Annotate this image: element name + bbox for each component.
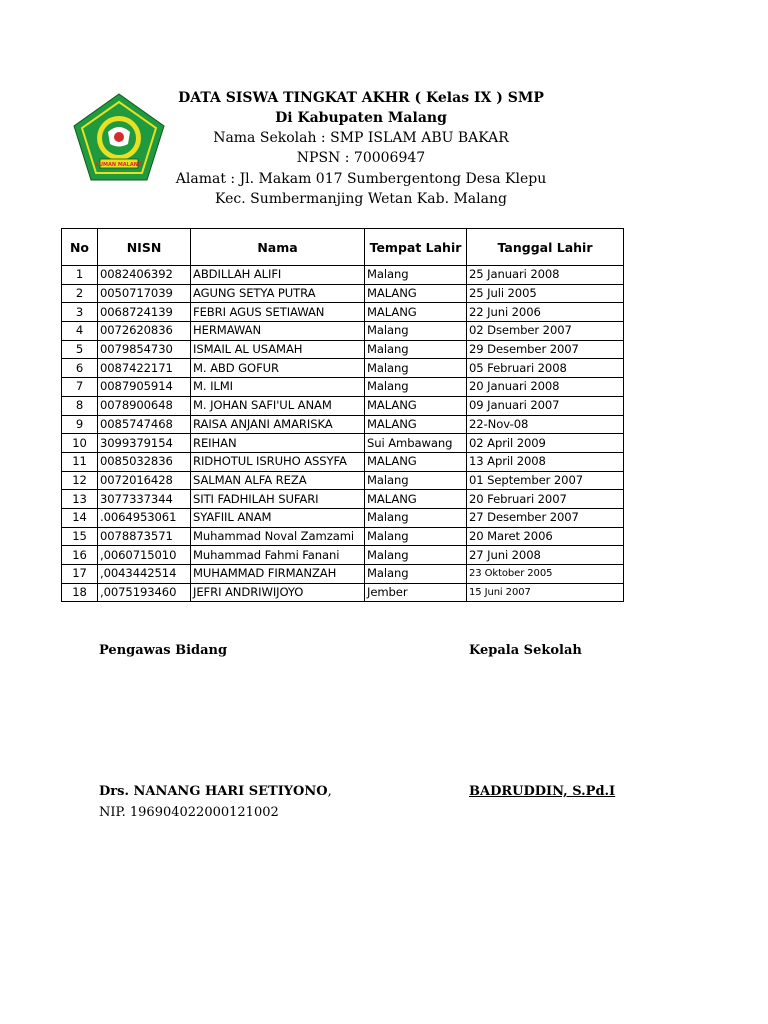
cell-no: 11: [62, 452, 98, 471]
cell-nisn: ,0043442514: [98, 565, 191, 584]
cell-tempat-lahir: Malang: [365, 340, 467, 359]
cell-nama: REIHAN: [191, 434, 365, 453]
cell-nisn: ,0060715010: [98, 546, 191, 565]
right-signatory-role: Kepala Sekolah: [469, 643, 582, 658]
table-row: [62, 546, 624, 565]
cell-no: 5: [62, 340, 98, 359]
cell-tanggal-lahir: 25 Juli 2005: [467, 284, 624, 303]
cell-tanggal-lahir: 22-Nov-08: [467, 415, 624, 434]
cell-tanggal-lahir: 23 Oktober 2005: [467, 565, 624, 584]
cell-no: 12: [62, 471, 98, 490]
table-row: [62, 565, 624, 584]
cell-tanggal-lahir: 02 Dsember 2007: [467, 322, 624, 341]
table-row: [62, 471, 624, 490]
cell-nama: ISMAIL AL USAMAH: [191, 340, 365, 359]
cell-no: 8: [62, 396, 98, 415]
cell-no: 14: [62, 508, 98, 527]
cell-no: 10: [62, 434, 98, 453]
cell-nama: M. JOHAN SAFI'UL ANAM: [191, 396, 365, 415]
cell-nama: RAISA ANJANI AMARISKA: [191, 415, 365, 434]
cell-tempat-lahir: Malang: [365, 565, 467, 584]
cell-nisn: 0078873571: [98, 527, 191, 546]
left-signatory-name: Drs. NANANG HARI SETIYONO: [99, 784, 328, 799]
cell-tempat-lahir: MALANG: [365, 490, 467, 509]
table-row: [62, 527, 624, 546]
cell-tempat-lahir: Malang: [365, 471, 467, 490]
cell-nisn: 0050717039: [98, 284, 191, 303]
school-name: Nama Sekolah : SMP ISLAM ABU BAKAR: [213, 130, 509, 146]
cell-tempat-lahir: MALANG: [365, 415, 467, 434]
cell-tanggal-lahir: 15 Juni 2007: [467, 583, 624, 602]
cell-nisn: ,0075193460: [98, 583, 191, 602]
cell-no: 2: [62, 284, 98, 303]
cell-nama: HERMAWAN: [191, 322, 365, 341]
header-tanggal-lahir: Tanggal Lahir: [467, 229, 624, 266]
table-row: [62, 583, 624, 602]
cell-no: 1: [62, 266, 98, 285]
cell-tanggal-lahir: 13 April 2008: [467, 452, 624, 471]
cell-tempat-lahir: MALANG: [365, 396, 467, 415]
cell-tanggal-lahir: 27 Juni 2008: [467, 546, 624, 565]
cell-tanggal-lahir: 25 Januari 2008: [467, 266, 624, 285]
cell-tanggal-lahir: 27 Desember 2007: [467, 508, 624, 527]
cell-tempat-lahir: Jember: [365, 583, 467, 602]
cell-tempat-lahir: MALANG: [365, 452, 467, 471]
document-title: DATA SISWA TINGKAT AKHR ( Kelas IX ) SMP: [178, 90, 544, 106]
cell-tempat-lahir: Malang: [365, 527, 467, 546]
header-nisn: NISN: [98, 229, 191, 266]
cell-nisn: 0087905914: [98, 378, 191, 397]
left-signatory-nip: NIP. 196904022000121002: [99, 805, 279, 820]
cell-nama: MUHAMMAD FIRMANZAH: [191, 565, 365, 584]
table-row: [62, 266, 624, 285]
cell-nisn: 3099379154: [98, 434, 191, 453]
table-row: [62, 396, 624, 415]
right-signatory-name: BADRUDDIN, S.Pd.I: [469, 784, 616, 799]
cell-no: 7: [62, 378, 98, 397]
cell-tanggal-lahir: 20 Januari 2008: [467, 378, 624, 397]
cell-nama: SITI FADHILAH SUFARI: [191, 490, 365, 509]
left-signatory-role: Pengawas Bidang: [99, 643, 228, 658]
cell-tempat-lahir: Malang: [365, 322, 467, 341]
cell-nama: FEBRI AGUS SETIAWAN: [191, 303, 365, 322]
table-row: [62, 322, 624, 341]
cell-nisn: 0087422171: [98, 359, 191, 378]
cell-nisn: 0085747468: [98, 415, 191, 434]
cell-nisn: 3077337344: [98, 490, 191, 509]
cell-no: 15: [62, 527, 98, 546]
table-row: [62, 434, 624, 453]
header-no: No: [62, 229, 98, 266]
logo-banner-text: LUMAN MALANG: [95, 162, 143, 168]
table-row: [62, 415, 624, 434]
cell-tanggal-lahir: 01 September 2007: [467, 471, 624, 490]
cell-tempat-lahir: MALANG: [365, 284, 467, 303]
cell-nisn: .0064953061: [98, 508, 191, 527]
cell-no: 9: [62, 415, 98, 434]
npsn-number: NPSN : 70006947: [296, 150, 426, 166]
cell-nisn: 0082406392: [98, 266, 191, 285]
cell-no: 4: [62, 322, 98, 341]
table-header-row: [62, 229, 624, 266]
cell-nama: M. ABD GOFUR: [191, 359, 365, 378]
document-subtitle: Di Kabupaten Malang: [275, 110, 447, 126]
table-row: [62, 303, 624, 322]
cell-nama: Muhammad Fahmi Fanani: [191, 546, 365, 565]
cell-no: 6: [62, 359, 98, 378]
cell-nama: SALMAN ALFA REZA: [191, 471, 365, 490]
cell-tempat-lahir: Malang: [365, 266, 467, 285]
school-district: Kec. Sumbermanjing Wetan Kab. Malang: [215, 191, 507, 207]
header-tempat-lahir: Tempat Lahir: [365, 229, 467, 266]
cell-no: 16: [62, 546, 98, 565]
cell-tempat-lahir: MALANG: [365, 303, 467, 322]
cell-nisn: 0085032836: [98, 452, 191, 471]
left-signatory-name-line: [99, 784, 332, 799]
cell-nama: RIDHOTUL ISRUHO ASSYFA: [191, 452, 365, 471]
cell-nama: Muhammad Noval Zamzami: [191, 527, 365, 546]
cell-nisn: 0078900648: [98, 396, 191, 415]
cell-nisn: 0072620836: [98, 322, 191, 341]
cell-nisn: 0079854730: [98, 340, 191, 359]
cell-no: 17: [62, 565, 98, 584]
cell-tanggal-lahir: 09 Januari 2007: [467, 396, 624, 415]
table-row: [62, 508, 624, 527]
cell-nama: SYAFIIL ANAM: [191, 508, 365, 527]
table-row: [62, 340, 624, 359]
left-signatory-comma: ,: [327, 784, 332, 799]
student-table: [61, 228, 624, 602]
cell-tanggal-lahir: 20 Februari 2007: [467, 490, 624, 509]
cell-tanggal-lahir: 29 Desember 2007: [467, 340, 624, 359]
cell-nama: JEFRI ANDRIWIJOYO: [191, 583, 365, 602]
table-row: [62, 490, 624, 509]
cell-tempat-lahir: Malang: [365, 378, 467, 397]
header-nama: Nama: [191, 229, 365, 266]
cell-no: 18: [62, 583, 98, 602]
school-address: Alamat : Jl. Makam 017 Sumbergentong Desa Klepu: [175, 171, 547, 187]
table-row: [62, 378, 624, 397]
cell-tanggal-lahir: 20 Maret 2006: [467, 527, 624, 546]
cell-nisn: 0072016428: [98, 471, 191, 490]
cell-tempat-lahir: Malang: [365, 508, 467, 527]
cell-nama: ABDILLAH ALIFI: [191, 266, 365, 285]
cell-nama: AGUNG SETYA PUTRA: [191, 284, 365, 303]
cell-nisn: 0068724139: [98, 303, 191, 322]
cell-no: 3: [62, 303, 98, 322]
cell-tempat-lahir: Malang: [365, 359, 467, 378]
cell-tempat-lahir: Sui Ambawang: [365, 434, 467, 453]
cell-nama: M. ILMI: [191, 378, 365, 397]
table-row: [62, 359, 624, 378]
table-row: [62, 284, 624, 303]
cell-tanggal-lahir: 05 Februari 2008: [467, 359, 624, 378]
cell-tanggal-lahir: 22 Juni 2006: [467, 303, 624, 322]
cell-tanggal-lahir: 02 April 2009: [467, 434, 624, 453]
cell-no: 13: [62, 490, 98, 509]
cell-tempat-lahir: Malang: [365, 546, 467, 565]
table-row: [62, 452, 624, 471]
